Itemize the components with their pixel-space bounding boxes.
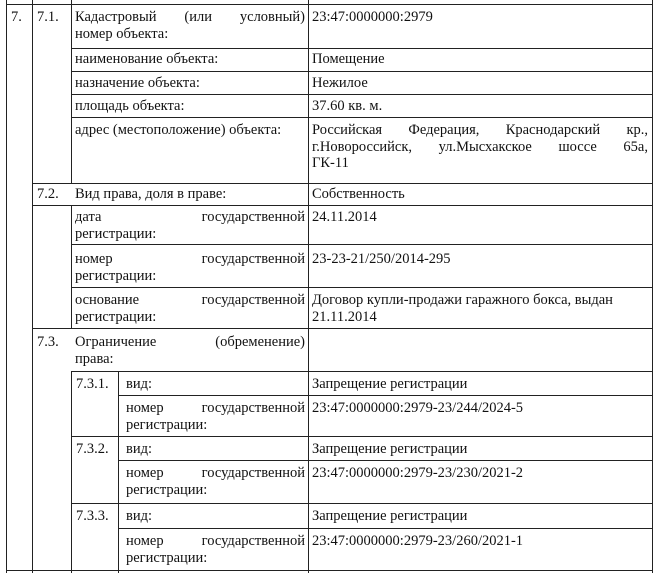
encumbrance-number-value: 23:47:0000000:2979-23/230/2021-2: [312, 465, 524, 481]
encumbrance-number-label: [126, 533, 305, 566]
grid-line: [71, 287, 653, 288]
object-area-label: площадь объекта:: [75, 98, 185, 114]
encumbrance-number-value: 23:47:0000000:2979-23/244/2024-5: [312, 400, 524, 416]
registration-number-label-line1: номер государственной: [75, 251, 305, 267]
object-purpose-value: Нежилое: [312, 75, 368, 91]
cadastral-number-label: [75, 9, 305, 42]
registration-basis-label-line1: основание государственной: [75, 292, 305, 308]
grid-line: [32, 0, 33, 573]
registration-date-label: [75, 209, 305, 242]
registration-date-label-line2: регистрации:: [75, 225, 157, 242]
registration-number-label: [75, 251, 305, 284]
grid-line: [71, 117, 653, 118]
registration-basis-line2: 21.11.2014: [312, 308, 377, 325]
object-area-value: 37.60 кв. м.: [312, 98, 383, 114]
registration-date-label-line1: дата государственной: [75, 209, 305, 225]
grid-line: [71, 436, 653, 437]
encumbrance-label-line2: права:: [75, 350, 114, 367]
encumbrance-kind-value: Запрещение регистрации: [312, 441, 468, 457]
encumbrance-number-label-line1: номер государственной: [126, 533, 305, 549]
grid-line: [71, 71, 653, 72]
encumbrance-kind-label: вид:: [126, 376, 153, 392]
registration-basis-value: [312, 292, 648, 325]
encumbrance-number-label-line2: регистрации:: [126, 549, 208, 566]
registration-number-value: 23-23-21/250/2014-295: [312, 251, 451, 267]
grid-line: [6, 570, 653, 571]
encumbrance-kind-label: вид:: [126, 441, 153, 457]
grid-line: [71, 371, 72, 573]
registration-basis-label-line2: регистрации:: [75, 308, 157, 325]
object-address-line3: ГК-11: [312, 155, 349, 171]
encumbrance-kind-label: вид:: [126, 508, 153, 524]
encumbrance-number-label-line1: номер государственной: [126, 465, 305, 481]
cadastral-number-label-line2: номер объекта:: [75, 25, 169, 42]
object-name-value: Помещение: [312, 51, 385, 67]
subitem-number-7-3-3: 7.3.3.: [76, 508, 109, 524]
grid-line: [71, 0, 72, 183]
encumbrance-number-label: [126, 400, 305, 433]
cadastral-number-label-line1: Кадастровый (или условный): [75, 9, 305, 25]
cadastral-number-value: 23:47:0000000:2979: [312, 9, 433, 25]
item-number-7-2: 7.2.: [37, 186, 59, 202]
item-number-7-3: 7.3.: [37, 334, 59, 350]
object-purpose-label: назначение объекта:: [75, 75, 200, 91]
grid-line: [6, 0, 7, 573]
encumbrance-number-label: [126, 465, 305, 498]
encumbrance-number-label-line2: регистрации:: [126, 481, 208, 498]
registration-number-label-line2: регистрации:: [75, 267, 157, 284]
encumbrance-label-line1: Ограничение (обременение): [75, 334, 305, 350]
item-number-7-1: 7.1.: [37, 9, 59, 25]
grid-line: [118, 460, 653, 461]
grid-line: [32, 205, 653, 206]
grid-line: [71, 244, 653, 245]
encumbrance-number-label-line2: регистрации:: [126, 416, 208, 433]
object-address-line1: Российская Федерация, Краснодарский кр.,: [312, 122, 648, 138]
subitem-number-7-3-1: 7.3.1.: [76, 376, 109, 392]
object-address-value: [312, 122, 648, 172]
encumbrance-kind-value: Запрещение регистрации: [312, 508, 468, 524]
grid-line: [71, 371, 653, 372]
encumbrance-kind-value: Запрещение регистрации: [312, 376, 468, 392]
registration-basis-line1: Договор купли-продажи гаражного бокса, выдан: [312, 292, 613, 308]
right-type-value: Собственность: [312, 186, 405, 202]
encumbrance-number-value: 23:47:0000000:2979-23/260/2021-1: [312, 533, 524, 549]
subitem-number-7-3-2: 7.3.2.: [76, 441, 109, 457]
object-address-label: адрес (местоположение) объекта:: [75, 122, 282, 138]
grid-line: [71, 48, 653, 49]
object-name-label: наименование объекта:: [75, 51, 219, 67]
registration-date-value: 24.11.2014: [312, 209, 377, 225]
grid-line: [118, 528, 653, 529]
section-number: 7.: [11, 9, 22, 25]
grid-line: [32, 183, 653, 184]
object-address-line2: г.Новороссийск, ул.Мысхакское шоссе 65а,: [312, 138, 648, 155]
grid-line: [6, 4, 653, 5]
encumbrance-number-label-line1: номер государственной: [126, 400, 305, 416]
registration-basis-label: [75, 292, 305, 325]
grid-line: [71, 205, 72, 328]
grid-line: [32, 328, 653, 329]
right-type-label: Вид права, доля в праве:: [75, 186, 227, 202]
grid-line: [71, 94, 653, 95]
encumbrance-label: [75, 334, 305, 367]
grid-line: [71, 503, 653, 504]
grid-line: [118, 395, 653, 396]
grid-line: [118, 371, 119, 573]
